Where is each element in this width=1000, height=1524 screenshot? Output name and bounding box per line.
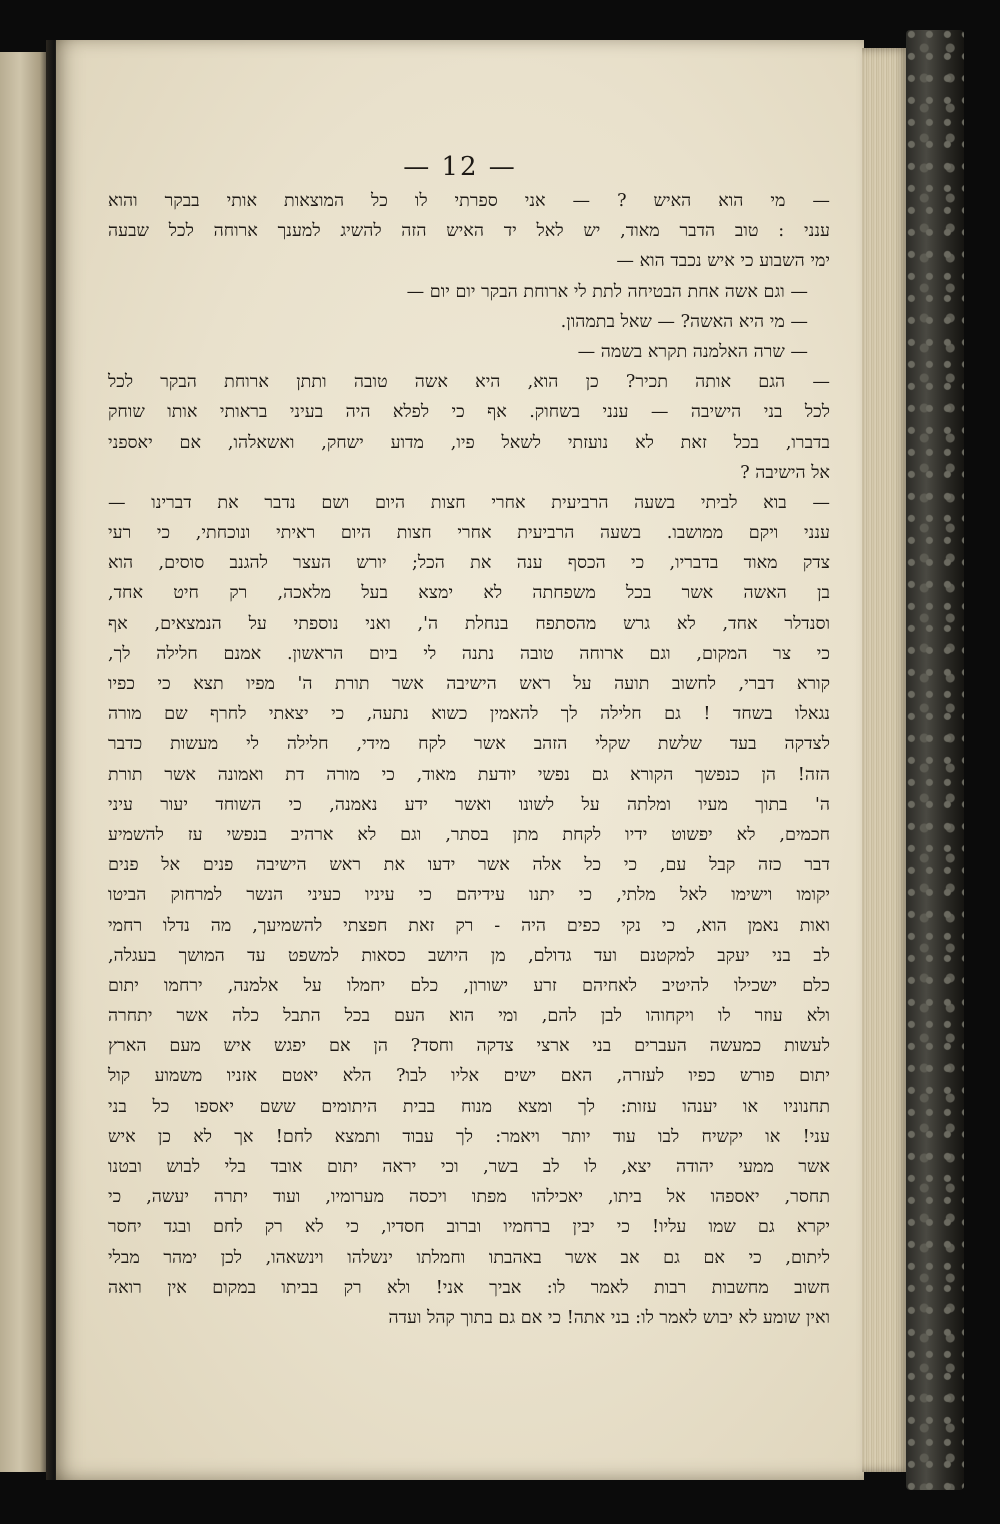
text-line: יקרא גם שמו עליו! כי יבין ברחמיו וברוב חסדיו, כי לא רק לחם ובגד יחסר xyxy=(108,1217,830,1238)
text-line: כי צר המקום, וגם ארוחה טובה נתנה לי ביום הראשון. אמנם חלילה לך, xyxy=(108,643,830,664)
text-line: — הגם אותה תכיר? כן הוא, היא אשה טובה ותתן ארוחת הבקר לכל xyxy=(108,372,830,393)
text-line: צדק מאוד בדבריו, כי הכסף ענה את הכל; יורש העצר להגנב סוסים, הוא xyxy=(108,553,830,574)
text-line: תחסר, יאספהו אל ביתו, יאכילהו מפתו ויכסה מערומיו, ועוד יתרה יעשה, כי xyxy=(108,1187,830,1208)
text-line: ימי השבוע כי איש נכבד הוא — xyxy=(616,251,830,272)
text-line: חשוב מחשבות רבות לאמר לו: אביך אני! ולא רק בביתו במקום אין רואה xyxy=(108,1277,830,1298)
text-line: וסנדלר אחד, לא גרש מהסתפח בנחלת ה', ואני נוספתי על הנמצאים, אף xyxy=(108,613,830,634)
text-line: — שרה האלמנה תקרא בשמה — xyxy=(577,341,808,362)
facing-page-edge xyxy=(0,52,50,1472)
text-line: יתום פורש כפיו לעזרה, האם ישים אליו לבו? הלא יאטם אזניו משמוע קול xyxy=(108,1066,830,1087)
text-line: דבר כזה קבל עם, כי כל אלה אשר ידעו את ראש הישיבה פנים אל פנים xyxy=(108,855,830,876)
text-line: בדברו, בכל זאת לא נועזתי לשאל פיו, מדוע ישחק, ואשאלהו, אם יאספני xyxy=(108,432,830,453)
text-line: לכל בני הישיבה — ענני בשחוק. אף כי לפלא היה בעיני בראותי אותו שוחק xyxy=(108,402,830,423)
book-page xyxy=(56,40,864,1480)
text-line: — וגם אשה אחת הבטיחה לתת לי ארוחת הבקר יום יום — xyxy=(406,281,808,302)
text-line: בן האשה אשר בכל משפחתה לא ימצא בעל מלאכה, רק חיט אחד, xyxy=(108,583,830,604)
text-line: אשר ממעי יהודה יצא, לו לב בשר, וכי יראה יתום אובד בלי לבוש ובטנו xyxy=(108,1157,830,1177)
text-line: — מי הוא האיש ? — אני ספרתי לו כל המוצאות אותי בבקר והוא xyxy=(108,191,830,211)
text-line: עני! או יקשיח לבו עוד יותר ויאמר: לך עבוד ותמצא לחם! אך לא כן איש xyxy=(108,1126,830,1147)
text-line: ענני : טוב הדבר מאוד, יש לאל יד האיש הזה להשיג למענך ארוחה לכל שבעה xyxy=(108,221,830,242)
text-line: לעשות כמעשה העברים בני ארצי צדקה וחסד? הן אם יפגש איש מעם הארץ xyxy=(108,1036,830,1057)
page-text xyxy=(108,186,830,1328)
book-cover xyxy=(906,30,964,1490)
text-line: יקומו וישימו לאל מלתי, כי יתנו עידיהם כי עיניו כעיני הנשר למרחוק הביטו xyxy=(108,885,830,906)
page-edges xyxy=(862,48,910,1472)
text-line: ליתום, כי אם גם אב אשר באהבתו וחמלתו ינשלהו וינשאהו, לכן ימהר מבלי xyxy=(108,1247,830,1268)
page-number: — 12 — xyxy=(403,152,517,182)
text-line: אל הישיבה ? xyxy=(740,462,830,483)
text-line: — בוא לביתי בשעה הרביעית אחרי חצות היום ושם נדבר את דברינו — xyxy=(108,492,830,513)
text-line: תחנוניו או יענהו עזות: לך ומצא מנוח בבית היתומים ששם יאספו כל בני xyxy=(108,1096,830,1117)
text-line: נגאלו בשחד ! גם חלילה לך להאמין כשוא נתעה, כי יצאתי לחרף שם מורה xyxy=(108,704,830,725)
text-line: לב בני יעקב למקטנם ועד גדולם, מן היושב כסאות למשפט עד המושך בעגלה, xyxy=(108,945,830,966)
text-line: ואין שומע לא יבוש לאמר לו: בני אתה! כי אם גם בתוך קהל ועדה xyxy=(388,1307,830,1328)
text-line: ואות נאמן הוא, כי נקי כפים היה - רק זאת חפצתי להשמיעך, מה נדלו רחמי xyxy=(108,915,830,936)
text-line: הזה! הן כנפשך הקורא גם נפשי יודעת מאוד, כי מורה דת ואמונה אשר תורת xyxy=(108,764,830,785)
text-line: לצדקה בעד שלשת שקלי הזהב אשר לקח מידי, חלילה לי מעשות כדבר xyxy=(108,734,830,755)
text-line: ענני ויקם ממושבו. בשעה הרביעית אחרי חצות היום ראיתי ונוכחתי, כי רעי xyxy=(108,523,830,544)
text-line: ה' בתוך מעיו ומלתה על לשונו ואשר ידע נאמנה, כי השוחד יעור עיני xyxy=(108,794,830,815)
text-line: קורא דברי, לחשוב תועה על ראש הישיבה אשר תורת ה' מפיו תצא כי כפיו xyxy=(108,674,830,694)
text-line: כלם ישכילו להיטיב לאחיהם זרע ישורון, כלם יחמלו על אלמנה, ירחמו יתום xyxy=(108,975,830,996)
text-line: ולא עוזר לו ויקחוהו לבן להם, ומי הוא העם בכל התבל כלה אשר יתחרה xyxy=(108,1006,830,1027)
text-line: — מי היא האשה? — שאל בתמהון. xyxy=(560,311,808,332)
text-line: חכמים, לא יפשוט ידיו לקחת מתן בסתר, וגם לא ארהיב בנפשי עז להשמיע xyxy=(108,824,830,845)
